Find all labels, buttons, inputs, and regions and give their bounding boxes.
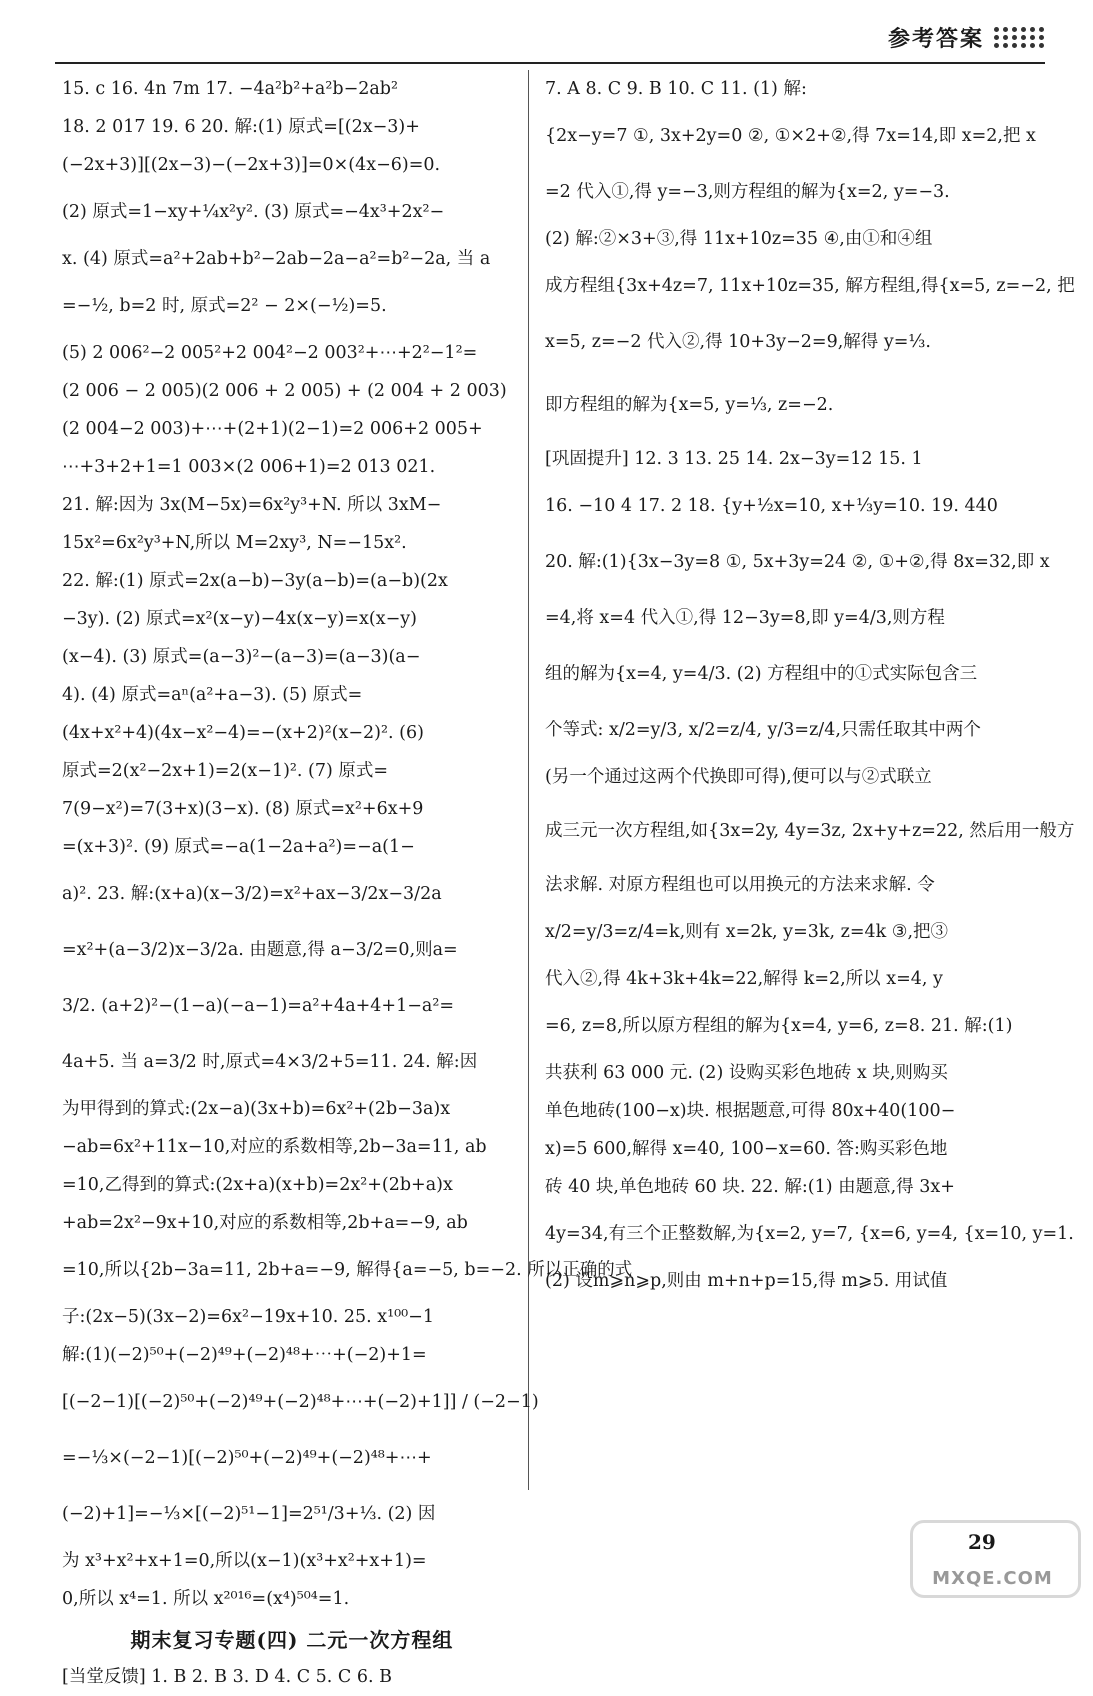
- header-title: 参考答案: [887, 26, 984, 52]
- left-column: [62, 70, 633, 1696]
- answer-line: =2 代入①,得 y=−3,则方程组的解为{x=2, y=−3.: [545, 182, 950, 202]
- answer-line: 22. 解:(1) 原式=2x(a−b)−3y(a−b)=(a−b)(2x: [62, 571, 448, 591]
- section-answers-line: [当堂反馈] 1. B 2. B 3. D 4. C 5. C 6. B: [62, 1667, 392, 1687]
- answer-line: =10,所以{2b−3a=11, 2b+a=−9, 解得{a=−5, b=−2. 所以正确的式: [62, 1260, 633, 1280]
- answer-line: =−½, b=2 时, 原式=2² − 2×(−½)=5.: [62, 296, 387, 316]
- answer-line: 代入②,得 4k+3k+4k=22,解得 k=2,所以 x=4, y: [545, 969, 943, 989]
- answer-line: 为 x³+x²+x+1=0,所以(x−1)(x³+x²+x+1)=: [62, 1551, 427, 1571]
- page-header: [888, 22, 1045, 53]
- answer-line: 15. c 16. 4n 7m 17. −4a²b²+a²b−2ab²: [62, 79, 399, 99]
- answer-line: =4,将 x=4 代入①,得 12−3y=8,即 y=4/3,则方程: [545, 608, 945, 628]
- answer-line: {2x−y=7 ①, 3x+2y=0 ②, ①×2+②,得 7x=14,即 x=2,把 x: [545, 126, 1036, 146]
- answer-line: 砖 40 块,单色地砖 60 块. 22. 解:(1) 由题意,得 3x+: [545, 1177, 955, 1197]
- answer-line: 法求解. 对原方程组也可以用换元的方法来求解. 令: [545, 875, 935, 895]
- answer-line: =x²+(a−3/2)x−3/2a. 由题意,得 a−3/2=0,则a=: [62, 940, 458, 960]
- answer-line: =−⅓×(−2−1)[(−2)⁵⁰+(−2)⁴⁹+(−2)⁴⁸+⋯+: [62, 1448, 432, 1468]
- answer-line: (x−4). (3) 原式=(a−3)²−(a−3)=(a−3)(a−: [62, 647, 421, 667]
- answer-line: 4a+5. 当 a=3/2 时,原式=4×3/2+5=11. 24. 解:因: [62, 1052, 478, 1072]
- answer-line: 组的解为{x=4, y=4/3. (2) 方程组中的①式实际包含三: [545, 664, 978, 684]
- answer-line: (2) 设m⩾n⩾p,则由 m+n+p=15,得 m⩾5. 用试值: [545, 1271, 948, 1291]
- answer-line: 20. 解:(1){3x−3y=8 ①, 5x+3y=24 ②, ①+②,得 8x=32,即 x: [545, 552, 1050, 572]
- answer-line: 解:(1)(−2)⁵⁰+(−2)⁴⁹+(−2)⁴⁸+⋯+(−2)+1=: [62, 1345, 427, 1365]
- answer-line: 0,所以 x⁴=1. 所以 x²⁰¹⁶=(x⁴)⁵⁰⁴=1.: [62, 1589, 350, 1609]
- answer-line: 单色地砖(100−x)块. 根据题意,可得 80x+40(100−: [545, 1101, 956, 1121]
- right-column: [545, 70, 1075, 1300]
- answer-line: −ab=6x²+11x−10,对应的系数相等,2b−3a=11, ab: [62, 1137, 487, 1157]
- answer-line: (2) 原式=1−xy+¼x²y². (3) 原式=−4x³+2x²−: [62, 202, 445, 222]
- answer-line: 为甲得到的算式:(2x−a)(3x+b)=6x²+(2b−3a)x: [62, 1099, 451, 1119]
- answer-line: (2 004−2 003)+⋯+(2+1)(2−1)=2 006+2 005+: [62, 419, 483, 439]
- answer-line: ⋯+3+2+1=1 003×(2 006+1)=2 013 021.: [62, 457, 436, 477]
- answer-line: 个等式: x/2=y/3, x/2=z/4, y/3=z/4,只需任取其中两个: [545, 720, 981, 740]
- answer-line: (−2)+1]=−⅓×[(−2)⁵¹−1]=2⁵¹/3+⅓. (2) 因: [62, 1504, 436, 1524]
- answer-line: =6, z=8,所以原方程组的解为{x=4, y=6, z=8. 21. 解:(1): [545, 1016, 1013, 1036]
- answer-line: [(−2−1)[(−2)⁵⁰+(−2)⁴⁹+(−2)⁴⁸+⋯+(−2)+1]] / (−2−1): [62, 1392, 539, 1412]
- answer-line: 3/2. (a+2)²−(1−a)(−a−1)=a²+4a+4+1−a²=: [62, 996, 454, 1016]
- dots-decoration-icon: [994, 27, 1045, 48]
- answer-line: 成三元一次方程组,如{3x=2y, 4y=3z, 2x+y+z=22, 然后用一般方: [545, 821, 1075, 841]
- answer-line: 4y=34,有三个正整数解,为{x=2, y=7, {x=6, y=4, {x=10, y=1.: [545, 1224, 1074, 1244]
- answer-line: 即方程组的解为{x=5, y=⅓, z=−2.: [545, 395, 834, 415]
- answer-line: 16. −10 4 17. 2 18. {y+½x=10, x+⅓y=10. 19. 440: [545, 496, 998, 516]
- answer-line: 15x²=6x²y³+N,所以 M=2xy³, N=−15x².: [62, 533, 407, 553]
- answer-line: 18. 2 017 19. 6 20. 解:(1) 原式=[(2x−3)+: [62, 117, 420, 137]
- answer-line: x)=5 600,解得 x=40, 100−x=60. 答:购买彩色地: [545, 1139, 948, 1159]
- answer-line: x. (4) 原式=a²+2ab+b²−2ab−2a−a²=b²−2a, 当 a: [62, 249, 491, 269]
- answer-line: (另一个通过这两个代换即可得),便可以与②式联立: [545, 767, 932, 787]
- answer-line: =10,乙得到的算式:(2x+a)(x+b)=2x²+(2b+a)x: [62, 1175, 453, 1195]
- answer-line: (2) 解:②×3+③,得 11x+10z=35 ④,由①和④组: [545, 229, 933, 249]
- answer-line: 21. 解:因为 3x(M−5x)=6x²y³+N. 所以 3xM−: [62, 495, 442, 515]
- answer-line: 子:(2x−5)(3x−2)=6x²−19x+10. 25. x¹⁰⁰−1: [62, 1307, 434, 1327]
- answer-line: 7. A 8. C 9. B 10. C 11. (1) 解:: [545, 79, 807, 99]
- answer-line: 成方程组{3x+4z=7, 11x+10z=35, 解方程组,得{x=5, z=−2, 把: [545, 276, 1075, 296]
- answer-line: (2 006 − 2 005)(2 006 + 2 005) + (2 004 + 2 003): [62, 381, 507, 401]
- section-title: 期末复习专题(四) 二元一次方程组: [130, 1628, 454, 1652]
- answer-line: (4x+x²+4)(4x−x²−4)=−(x+2)²(x−2)². (6): [62, 723, 424, 743]
- answer-line: (−2x+3)][(2x−3)−(−2x+3)]=0×(4x−6)=0.: [62, 155, 441, 175]
- page-number: 29: [968, 1530, 996, 1554]
- answer-line: +ab=2x²−9x+10,对应的系数相等,2b+a=−9, ab: [62, 1213, 468, 1233]
- answer-line: x/2=y/3=z/4=k,则有 x=2k, y=3k, z=4k ③,把③: [545, 922, 949, 942]
- answer-line: x=5, z=−2 代入②,得 10+3y−2=9,解得 y=⅓.: [545, 332, 931, 352]
- answer-line: −3y). (2) 原式=x²(x−y)−4x(x−y)=x(x−y): [62, 609, 417, 629]
- header-rule: [55, 62, 1045, 64]
- watermark-text: MXQE.COM: [932, 1568, 1053, 1589]
- answer-line: a)². 23. 解:(x+a)(x−3/2)=x²+ax−3/2x−3/2a: [62, 884, 442, 904]
- answer-line: 4). (4) 原式=aⁿ(a²+a−3). (5) 原式=: [62, 685, 363, 705]
- answer-line: 原式=2(x²−2x+1)=2(x−1)². (7) 原式=: [62, 761, 389, 781]
- answer-line: =(x+3)². (9) 原式=−a(1−2a+a²)=−a(1−: [62, 837, 415, 857]
- answer-line: 7(9−x²)=7(3+x)(3−x). (8) 原式=x²+6x+9: [62, 799, 424, 819]
- answer-line: [巩固提升] 12. 3 13. 25 14. 2x−3y=12 15. 1: [545, 449, 923, 469]
- answer-line: 共获利 63 000 元. (2) 设购买彩色地砖 x 块,则购买: [545, 1063, 948, 1083]
- answer-line: (5) 2 006²−2 005²+2 004²−2 003²+⋯+2²−1²=: [62, 343, 478, 363]
